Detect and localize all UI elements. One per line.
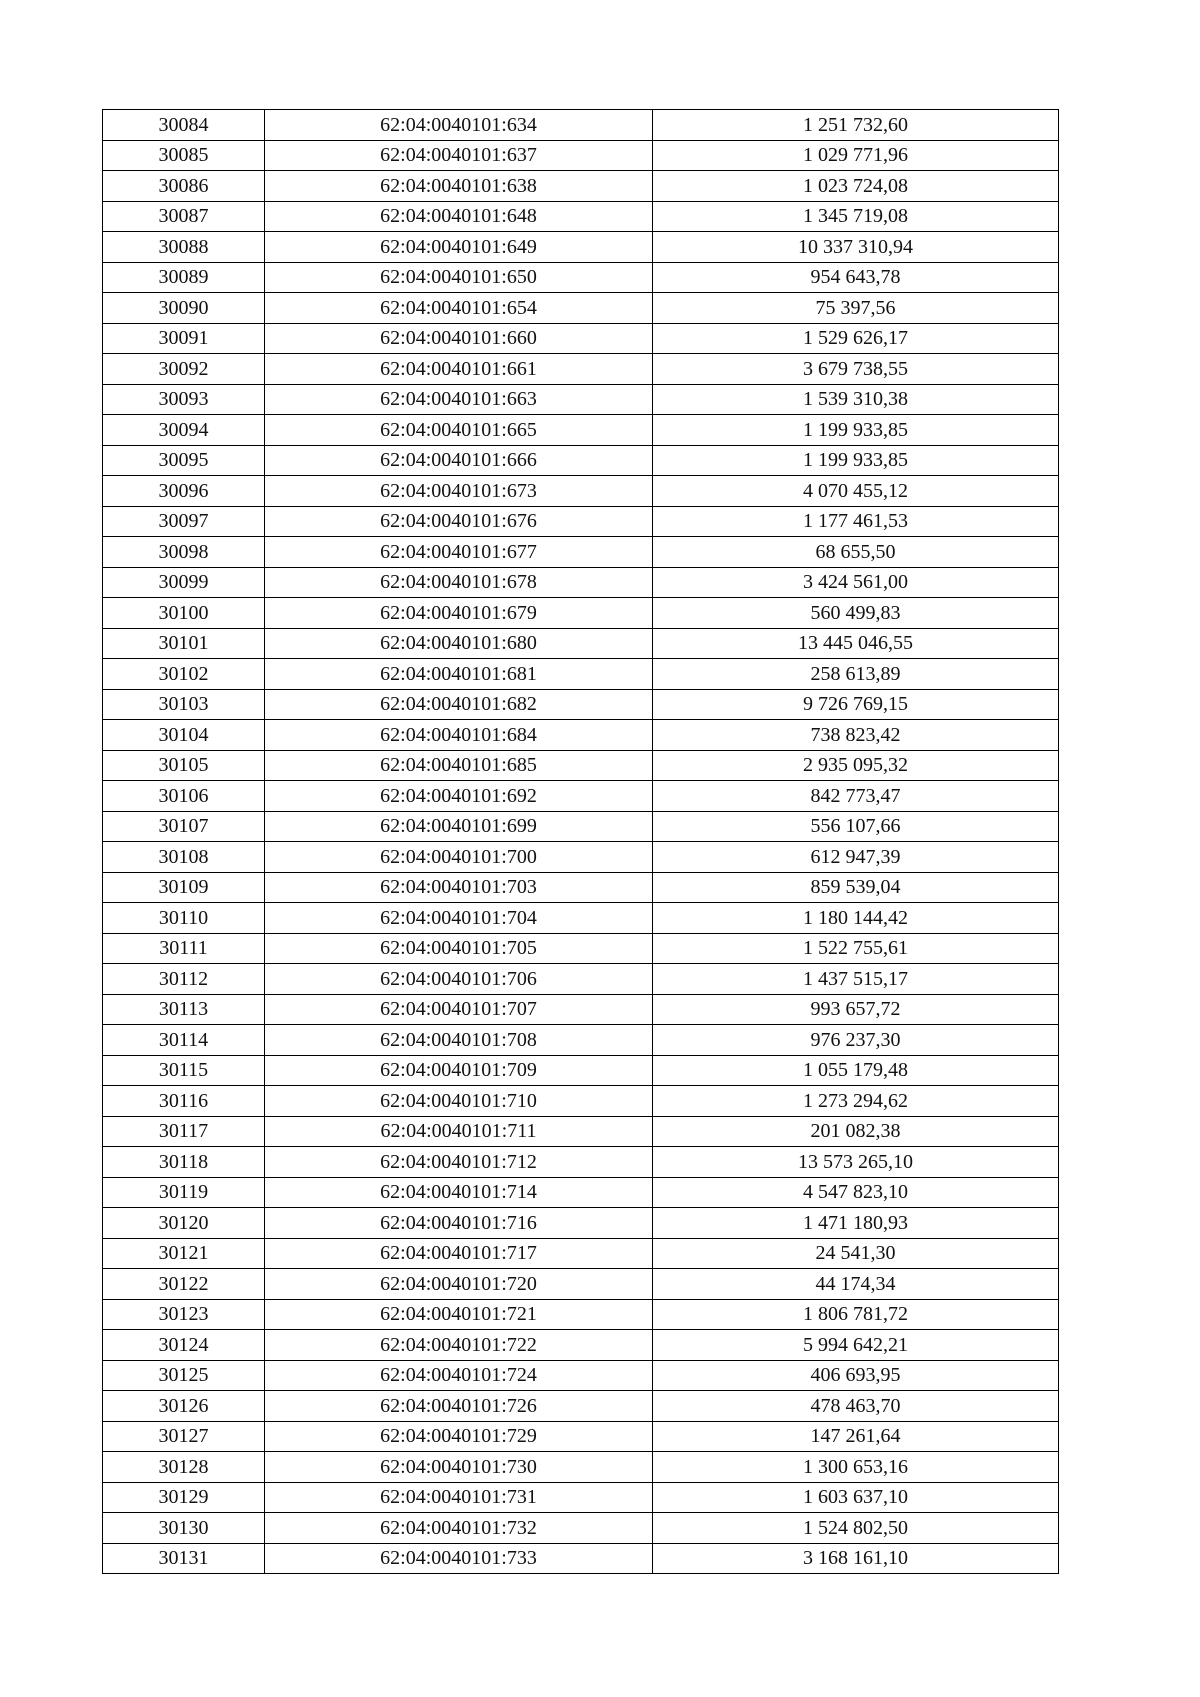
- cadastral-number-cell: 62:04:0040101:680: [265, 628, 653, 659]
- cadastral-number-cell: 62:04:0040101:711: [265, 1116, 653, 1147]
- table-row: [103, 628, 1059, 659]
- row-number-cell: 30103: [103, 689, 265, 720]
- cadastral-number-cell: 62:04:0040101:710: [265, 1086, 653, 1117]
- cadastral-number-cell: 62:04:0040101:673: [265, 476, 653, 507]
- value-cell: 1 300 653,16: [653, 1452, 1059, 1483]
- table-row: [103, 1513, 1059, 1544]
- cadastral-number-cell: 62:04:0040101:716: [265, 1208, 653, 1239]
- table-row: [103, 384, 1059, 415]
- value-cell: 1 199 933,85: [653, 415, 1059, 446]
- cadastral-number-cell: 62:04:0040101:720: [265, 1269, 653, 1300]
- cadastral-number-cell: 62:04:0040101:650: [265, 262, 653, 293]
- cadastral-number-cell: 62:04:0040101:663: [265, 384, 653, 415]
- cadastral-number-cell: 62:04:0040101:714: [265, 1177, 653, 1208]
- row-number-cell: 30125: [103, 1360, 265, 1391]
- row-number-cell: 30092: [103, 354, 265, 385]
- value-cell: 1 806 781,72: [653, 1299, 1059, 1330]
- table-row: [103, 1086, 1059, 1117]
- value-cell: 24 541,30: [653, 1238, 1059, 1269]
- row-number-cell: 30120: [103, 1208, 265, 1239]
- value-cell: 406 693,95: [653, 1360, 1059, 1391]
- value-cell: 560 499,83: [653, 598, 1059, 629]
- value-cell: 612 947,39: [653, 842, 1059, 873]
- table-row: [103, 1269, 1059, 1300]
- cadastral-number-cell: 62:04:0040101:703: [265, 872, 653, 903]
- cadastral-number-cell: 62:04:0040101:722: [265, 1330, 653, 1361]
- row-number-cell: 30112: [103, 964, 265, 995]
- row-number-cell: 30126: [103, 1391, 265, 1422]
- table-row: [103, 1116, 1059, 1147]
- value-cell: 976 237,30: [653, 1025, 1059, 1056]
- value-cell: 478 463,70: [653, 1391, 1059, 1422]
- table-row: [103, 750, 1059, 781]
- row-number-cell: 30100: [103, 598, 265, 629]
- value-cell: 13 573 265,10: [653, 1147, 1059, 1178]
- value-cell: 3 679 738,55: [653, 354, 1059, 385]
- row-number-cell: 30117: [103, 1116, 265, 1147]
- row-number-cell: 30102: [103, 659, 265, 690]
- table-row: [103, 1055, 1059, 1086]
- table-row: [103, 598, 1059, 629]
- cadastral-number-cell: 62:04:0040101:665: [265, 415, 653, 446]
- table-row: [103, 1452, 1059, 1483]
- cadastral-number-cell: 62:04:0040101:705: [265, 933, 653, 964]
- row-number-cell: 30124: [103, 1330, 265, 1361]
- cadastral-number-cell: 62:04:0040101:731: [265, 1482, 653, 1513]
- cadastral-number-cell: 62:04:0040101:660: [265, 323, 653, 354]
- table-row: [103, 903, 1059, 934]
- value-cell: 1 177 461,53: [653, 506, 1059, 537]
- value-cell: 1 180 144,42: [653, 903, 1059, 934]
- value-cell: 13 445 046,55: [653, 628, 1059, 659]
- row-number-cell: 30122: [103, 1269, 265, 1300]
- value-cell: 4 070 455,12: [653, 476, 1059, 507]
- value-cell: 147 261,64: [653, 1421, 1059, 1452]
- cadastral-number-cell: 62:04:0040101:649: [265, 232, 653, 263]
- value-cell: 68 655,50: [653, 537, 1059, 568]
- cadastral-number-cell: 62:04:0040101:676: [265, 506, 653, 537]
- value-cell: 859 539,04: [653, 872, 1059, 903]
- value-cell: 5 994 642,21: [653, 1330, 1059, 1361]
- row-number-cell: 30089: [103, 262, 265, 293]
- row-number-cell: 30129: [103, 1482, 265, 1513]
- value-cell: 1 437 515,17: [653, 964, 1059, 995]
- cadastral-number-cell: 62:04:0040101:712: [265, 1147, 653, 1178]
- value-cell: 738 823,42: [653, 720, 1059, 751]
- value-cell: 9 726 769,15: [653, 689, 1059, 720]
- row-number-cell: 30093: [103, 384, 265, 415]
- row-number-cell: 30113: [103, 994, 265, 1025]
- cadastral-number-cell: 62:04:0040101:654: [265, 293, 653, 324]
- cadastral-number-cell: 62:04:0040101:707: [265, 994, 653, 1025]
- cadastral-number-cell: 62:04:0040101:684: [265, 720, 653, 751]
- table-row: [103, 1421, 1059, 1452]
- value-cell: 1 529 626,17: [653, 323, 1059, 354]
- value-cell: 1 023 724,08: [653, 171, 1059, 202]
- row-number-cell: 30084: [103, 110, 265, 141]
- table-row: [103, 811, 1059, 842]
- table-row: [103, 842, 1059, 873]
- value-cell: 10 337 310,94: [653, 232, 1059, 263]
- cadastral-number-cell: 62:04:0040101:726: [265, 1391, 653, 1422]
- value-cell: 842 773,47: [653, 781, 1059, 812]
- cadastral-number-cell: 62:04:0040101:700: [265, 842, 653, 873]
- value-cell: 44 174,34: [653, 1269, 1059, 1300]
- table-row: [103, 140, 1059, 171]
- table-row: [103, 689, 1059, 720]
- cadastral-number-cell: 62:04:0040101:677: [265, 537, 653, 568]
- cadastral-number-cell: 62:04:0040101:729: [265, 1421, 653, 1452]
- table-row: [103, 323, 1059, 354]
- table-row: [103, 1360, 1059, 1391]
- row-number-cell: 30098: [103, 537, 265, 568]
- value-cell: 3 424 561,00: [653, 567, 1059, 598]
- table-row: [103, 354, 1059, 385]
- row-number-cell: 30116: [103, 1086, 265, 1117]
- table-row: [103, 720, 1059, 751]
- table-row: [103, 445, 1059, 476]
- table-row: [103, 537, 1059, 568]
- row-number-cell: 30090: [103, 293, 265, 324]
- value-cell: 75 397,56: [653, 293, 1059, 324]
- row-number-cell: 30097: [103, 506, 265, 537]
- table-row: [103, 872, 1059, 903]
- cadastral-number-cell: 62:04:0040101:679: [265, 598, 653, 629]
- row-number-cell: 30128: [103, 1452, 265, 1483]
- table-row: [103, 933, 1059, 964]
- value-cell: 1 522 755,61: [653, 933, 1059, 964]
- row-number-cell: 30106: [103, 781, 265, 812]
- value-cell: 1 471 180,93: [653, 1208, 1059, 1239]
- table-row: [103, 1147, 1059, 1178]
- cadastral-number-cell: 62:04:0040101:648: [265, 201, 653, 232]
- row-number-cell: 30115: [103, 1055, 265, 1086]
- value-cell: 1 055 179,48: [653, 1055, 1059, 1086]
- row-number-cell: 30099: [103, 567, 265, 598]
- table-row: [103, 171, 1059, 202]
- cadastral-number-cell: 62:04:0040101:704: [265, 903, 653, 934]
- value-cell: 1 524 802,50: [653, 1513, 1059, 1544]
- cadastral-number-cell: 62:04:0040101:692: [265, 781, 653, 812]
- cadastral-value-table: [102, 109, 1059, 1574]
- value-cell: 4 547 823,10: [653, 1177, 1059, 1208]
- row-number-cell: 30105: [103, 750, 265, 781]
- value-cell: 556 107,66: [653, 811, 1059, 842]
- row-number-cell: 30118: [103, 1147, 265, 1178]
- table-body: [103, 110, 1059, 1574]
- row-number-cell: 30131: [103, 1543, 265, 1574]
- cadastral-number-cell: 62:04:0040101:732: [265, 1513, 653, 1544]
- cadastral-number-cell: 62:04:0040101:733: [265, 1543, 653, 1574]
- value-cell: 1 345 719,08: [653, 201, 1059, 232]
- cadastral-number-cell: 62:04:0040101:724: [265, 1360, 653, 1391]
- row-number-cell: 30111: [103, 933, 265, 964]
- row-number-cell: 30094: [103, 415, 265, 446]
- table-row: [103, 1025, 1059, 1056]
- cadastral-number-cell: 62:04:0040101:682: [265, 689, 653, 720]
- row-number-cell: 30123: [103, 1299, 265, 1330]
- cadastral-number-cell: 62:04:0040101:634: [265, 110, 653, 141]
- row-number-cell: 30110: [103, 903, 265, 934]
- cadastral-number-cell: 62:04:0040101:638: [265, 171, 653, 202]
- cadastral-number-cell: 62:04:0040101:706: [265, 964, 653, 995]
- table-row: [103, 506, 1059, 537]
- row-number-cell: 30114: [103, 1025, 265, 1056]
- table-row: [103, 110, 1059, 141]
- table-row: [103, 1330, 1059, 1361]
- row-number-cell: 30088: [103, 232, 265, 263]
- row-number-cell: 30091: [103, 323, 265, 354]
- table-row: [103, 201, 1059, 232]
- row-number-cell: 30119: [103, 1177, 265, 1208]
- row-number-cell: 30101: [103, 628, 265, 659]
- cadastral-number-cell: 62:04:0040101:678: [265, 567, 653, 598]
- row-number-cell: 30087: [103, 201, 265, 232]
- cadastral-number-cell: 62:04:0040101:681: [265, 659, 653, 690]
- cadastral-number-cell: 62:04:0040101:699: [265, 811, 653, 842]
- row-number-cell: 30085: [103, 140, 265, 171]
- value-cell: 1 199 933,85: [653, 445, 1059, 476]
- row-number-cell: 30086: [103, 171, 265, 202]
- table-row: [103, 567, 1059, 598]
- cadastral-number-cell: 62:04:0040101:708: [265, 1025, 653, 1056]
- value-cell: 1 029 771,96: [653, 140, 1059, 171]
- cadastral-number-cell: 62:04:0040101:666: [265, 445, 653, 476]
- table-row: [103, 964, 1059, 995]
- table-row: [103, 1299, 1059, 1330]
- table-row: [103, 781, 1059, 812]
- value-cell: 201 082,38: [653, 1116, 1059, 1147]
- row-number-cell: 30130: [103, 1513, 265, 1544]
- value-cell: 1 251 732,60: [653, 110, 1059, 141]
- table-row: [103, 1208, 1059, 1239]
- row-number-cell: 30127: [103, 1421, 265, 1452]
- cadastral-number-cell: 62:04:0040101:721: [265, 1299, 653, 1330]
- table-row: [103, 232, 1059, 263]
- table-row: [103, 262, 1059, 293]
- table-row: [103, 1238, 1059, 1269]
- table-row: [103, 293, 1059, 324]
- table-row: [103, 415, 1059, 446]
- value-cell: 1 273 294,62: [653, 1086, 1059, 1117]
- value-cell: 1 603 637,10: [653, 1482, 1059, 1513]
- value-cell: 993 657,72: [653, 994, 1059, 1025]
- value-cell: 1 539 310,38: [653, 384, 1059, 415]
- cadastral-number-cell: 62:04:0040101:685: [265, 750, 653, 781]
- cadastral-number-cell: 62:04:0040101:730: [265, 1452, 653, 1483]
- cadastral-number-cell: 62:04:0040101:709: [265, 1055, 653, 1086]
- value-cell: 2 935 095,32: [653, 750, 1059, 781]
- cadastral-number-cell: 62:04:0040101:637: [265, 140, 653, 171]
- table-row: [103, 1391, 1059, 1422]
- value-cell: 258 613,89: [653, 659, 1059, 690]
- table-row: [103, 1177, 1059, 1208]
- row-number-cell: 30121: [103, 1238, 265, 1269]
- row-number-cell: 30096: [103, 476, 265, 507]
- row-number-cell: 30095: [103, 445, 265, 476]
- value-cell: 3 168 161,10: [653, 1543, 1059, 1574]
- row-number-cell: 30104: [103, 720, 265, 751]
- table-row: [103, 1543, 1059, 1574]
- row-number-cell: 30107: [103, 811, 265, 842]
- row-number-cell: 30108: [103, 842, 265, 873]
- table-row: [103, 1482, 1059, 1513]
- table-row: [103, 476, 1059, 507]
- row-number-cell: 30109: [103, 872, 265, 903]
- cadastral-number-cell: 62:04:0040101:661: [265, 354, 653, 385]
- table-row: [103, 659, 1059, 690]
- cadastral-number-cell: 62:04:0040101:717: [265, 1238, 653, 1269]
- value-cell: 954 643,78: [653, 262, 1059, 293]
- table-row: [103, 994, 1059, 1025]
